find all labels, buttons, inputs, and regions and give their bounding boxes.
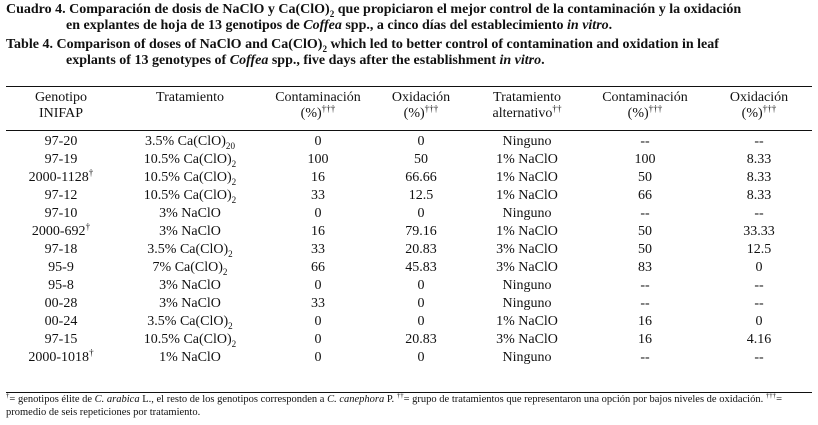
data-table <box>6 90 812 367</box>
cell-contaminacion: 0 <box>314 332 322 347</box>
cell-tratamiento: 3.5% $Ca(ClO)_2$ <box>147 242 233 259</box>
cell-oxidacion: 20.83 <box>405 242 437 257</box>
cell-tratamiento: 7% $Ca(ClO)_2$ <box>152 260 228 277</box>
cell-genotipo: 95-8 <box>48 278 74 293</box>
cell-contaminacion-alt: 50 <box>638 224 652 239</box>
cell-tratamiento: 3% NaClO <box>159 278 221 293</box>
cell-oxidacion-alt: -- <box>754 296 764 311</box>
cell-tratamiento-alternativo: Ninguno <box>502 134 552 149</box>
table-row <box>6 331 812 349</box>
cell-oxidacion: 79.16 <box>405 224 437 239</box>
caption-en-line2: explants of 13 genotypes of Coffea spp., five days after the establishment in vitro. <box>66 53 545 68</box>
cell-tratamiento: 10.5% $Ca(ClO)_2$ <box>143 188 237 205</box>
cell-oxidacion: 0 <box>417 278 425 293</box>
cell-oxidacion-alt: -- <box>754 278 764 293</box>
table-row <box>6 259 812 277</box>
cell-tratamiento: 10.5% $Ca(ClO)_2$ <box>143 170 237 187</box>
caption-es-label: Cuadro 4. <box>6 2 66 17</box>
cell-contaminacion: 0 <box>314 314 322 329</box>
cell-oxidacion: 12.5 <box>408 188 434 203</box>
cell-genotipo: 2000-1128† <box>28 167 94 185</box>
cell-oxidacion-alt: 33.33 <box>743 224 775 239</box>
cell-contaminacion-alt: 50 <box>638 242 652 257</box>
cell-genotipo: 97-20 <box>44 134 78 149</box>
cell-oxidacion: 0 <box>417 314 425 329</box>
cell-oxidacion-alt: 8.33 <box>746 152 772 167</box>
cell-genotipo: 97-15 <box>44 332 78 347</box>
cell-oxidacion: 20.83 <box>405 332 437 347</box>
cell-tratamiento: 1% NaClO <box>159 350 221 365</box>
caption-es-line2: en explantes de hoja de 13 genotipos de Coffea spp., a cinco días del establecimiento in vitro. <box>66 18 613 33</box>
cell-tratamiento-alternativo: 1% NaClO <box>496 314 558 329</box>
header-genotipo: Genotipo INIFAP <box>34 90 88 121</box>
cell-contaminacion: 0 <box>314 134 322 149</box>
cell-tratamiento: 10.5% $Ca(ClO)_2$ <box>143 332 237 349</box>
cell-contaminacion-alt: 66 <box>638 188 652 203</box>
cell-genotipo: 97-18 <box>44 242 78 257</box>
cell-tratamiento-alternativo: 1% NaClO <box>496 170 558 185</box>
header-tratamiento: Tratamiento <box>156 90 224 105</box>
cell-contaminacion: 33 <box>311 188 325 203</box>
cell-oxidacion-alt: -- <box>754 134 764 149</box>
cell-contaminacion-alt: -- <box>640 350 650 365</box>
cell-genotipo: 2000-692† <box>31 221 91 239</box>
cell-contaminacion-alt: -- <box>640 206 650 221</box>
cell-tratamiento-alternativo: 3% NaClO <box>496 260 558 275</box>
cell-oxidacion: 50 <box>414 152 428 167</box>
cell-oxidacion-alt: 8.33 <box>746 188 772 203</box>
header-oxidacion-alt: Oxidación (%)††† <box>729 90 789 121</box>
cell-oxidacion: 0 <box>417 350 425 365</box>
cell-tratamiento: 3.5% $Ca(ClO)_2$ <box>147 314 233 331</box>
cell-tratamiento-alternativo: 3% NaClO <box>496 242 558 257</box>
cell-contaminacion: 100 <box>307 152 329 167</box>
cell-contaminacion: 16 <box>311 170 325 185</box>
table-caption <box>6 2 814 69</box>
cell-contaminacion-alt: 16 <box>638 332 652 347</box>
table-row <box>6 277 812 295</box>
cell-contaminacion-alt: -- <box>640 278 650 293</box>
cell-oxidacion-alt: -- <box>754 350 764 365</box>
cell-oxidacion: 0 <box>417 296 425 311</box>
cell-contaminacion: 16 <box>311 224 325 239</box>
caption-en-line1: Table 4. Comparison of doses of NaClO and $Ca(ClO)_2$ which led to better control of contamination and oxidation in leaf <box>6 37 719 54</box>
cell-contaminacion: 0 <box>314 206 322 221</box>
caption-es-line1: Cuadro 4. Comparación de dosis de NaClO y $Ca(ClO)_2$ que propiciaron el mejor control de la contaminación y la oxidación <box>6 2 742 19</box>
cell-tratamiento-alternativo: Ninguno <box>502 350 552 365</box>
cell-contaminacion-alt: 100 <box>634 152 656 167</box>
cell-genotipo: 2000-1018† <box>28 347 94 365</box>
cell-genotipo: 97-10 <box>44 206 78 221</box>
cell-oxidacion: 0 <box>417 134 425 149</box>
cell-tratamiento: 3.5% $Ca(ClO)_{20}$ <box>145 134 235 151</box>
cell-genotipo: 95-9 <box>48 260 74 275</box>
cell-tratamiento: 3% NaClO <box>159 296 221 311</box>
table-footnote: †= genotipos élite de C. arabica L., el resto de los genotipos corresponden a C. canephora P. ††= grupo de tratamientos que representaron una opción por bajos niveles de oxidación. †††= promedio de seis repeticiones por tratamiento. <box>6 392 782 418</box>
cell-genotipo: 00-28 <box>44 296 78 311</box>
table-row <box>6 205 812 223</box>
cell-oxidacion: 0 <box>417 206 425 221</box>
caption-en-label: Table 4. <box>6 37 53 52</box>
cell-tratamiento-alternativo: Ninguno <box>502 278 552 293</box>
cell-contaminacion-alt: -- <box>640 134 650 149</box>
cell-oxidacion: 66.66 <box>405 170 437 185</box>
table-top-rule <box>6 86 812 87</box>
cell-contaminacion-alt: 50 <box>638 170 652 185</box>
cell-contaminacion: 33 <box>311 296 325 311</box>
cell-contaminacion-alt: 16 <box>638 314 652 329</box>
cell-oxidacion-alt: 4.16 <box>746 332 772 347</box>
cell-tratamiento-alternativo: Ninguno <box>502 296 552 311</box>
table-row <box>6 295 812 313</box>
cell-tratamiento-alternativo: Ninguno <box>502 206 552 221</box>
table-row <box>6 128 812 151</box>
cell-genotipo: 00-24 <box>44 314 78 329</box>
cell-oxidacion-alt: 0 <box>755 260 763 275</box>
table-row <box>6 187 812 205</box>
table-row <box>6 151 812 169</box>
table-row <box>6 223 812 241</box>
cell-contaminacion-alt: 83 <box>638 260 652 275</box>
cell-contaminacion: 0 <box>314 350 322 365</box>
cell-oxidacion-alt: 0 <box>755 314 763 329</box>
cell-contaminacion: 0 <box>314 278 322 293</box>
header-contaminacion-alt: Contaminación (%)††† <box>602 90 688 121</box>
header-tratamiento-alternativo: Tratamiento alternativo†† <box>492 90 562 121</box>
table-header-row <box>6 90 812 128</box>
cell-tratamiento-alternativo: 1% NaClO <box>496 188 558 203</box>
cell-contaminacion: 66 <box>311 260 325 275</box>
cell-contaminacion-alt: -- <box>640 296 650 311</box>
table-row <box>6 241 812 259</box>
cell-contaminacion: 33 <box>311 242 325 257</box>
cell-tratamiento: 10.5% $Ca(ClO)_2$ <box>143 152 237 169</box>
cell-oxidacion-alt: 12.5 <box>746 242 772 257</box>
header-oxidacion: Oxidación (%)††† <box>391 90 451 121</box>
cell-tratamiento-alternativo: 1% NaClO <box>496 152 558 167</box>
cell-oxidacion-alt: 8.33 <box>746 170 772 185</box>
table-row <box>6 169 812 187</box>
cell-genotipo: 97-12 <box>44 188 78 203</box>
cell-oxidacion-alt: -- <box>754 206 764 221</box>
table-row <box>6 313 812 331</box>
cell-tratamiento: 3% NaClO <box>159 206 221 221</box>
cell-tratamiento-alternativo: 1% NaClO <box>496 224 558 239</box>
cell-genotipo: 97-19 <box>44 152 78 167</box>
cell-tratamiento-alternativo: 3% NaClO <box>496 332 558 347</box>
cell-tratamiento: 3% NaClO <box>159 224 221 239</box>
cell-oxidacion: 45.83 <box>405 260 437 275</box>
header-contaminacion: Contaminación (%)††† <box>275 90 361 121</box>
table-row <box>6 349 812 367</box>
